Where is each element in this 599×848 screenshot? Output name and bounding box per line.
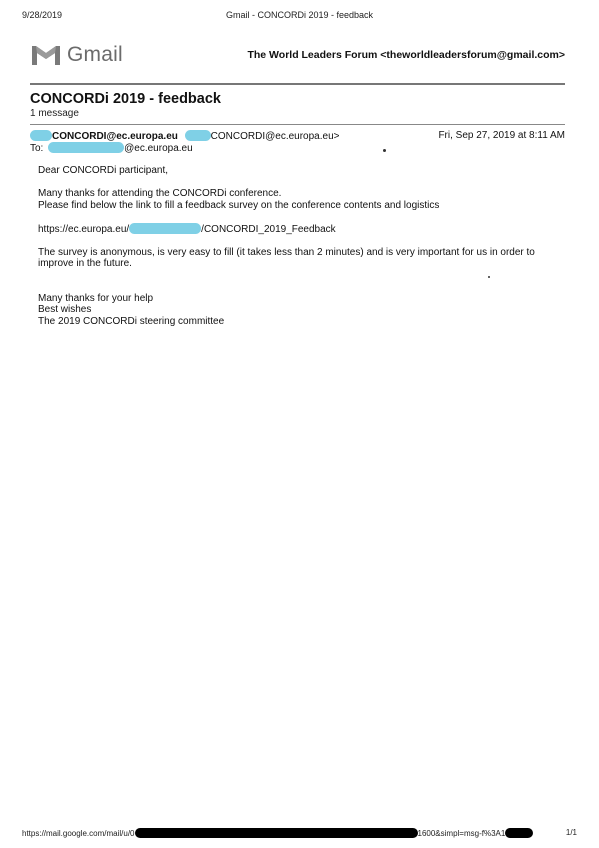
scan-speck	[383, 149, 386, 152]
signature: The 2019 CONCORDi steering committee	[38, 315, 225, 327]
recipient-email[interactable]: @ec.europa.eu	[124, 143, 193, 154]
print-title: Gmail - CONCORDi 2019 - feedback	[225, 10, 374, 20]
sender-name[interactable]: CONCORDI@ec.europa.eu	[52, 131, 178, 142]
link-suffix[interactable]: /CONCORDI_2019_Feedback	[201, 223, 336, 235]
message-count: 1 message	[30, 108, 79, 119]
redaction-mark	[129, 223, 201, 234]
message-header	[30, 130, 565, 154]
survey-intro-line: Please find below the link to fill a feedback survey on the conference contents and logistics	[38, 199, 440, 211]
from-line	[30, 130, 565, 142]
to-line	[30, 142, 565, 154]
gmail-wordmark: Gmail	[67, 43, 123, 66]
page-number: 1/1	[565, 828, 577, 837]
print-date: 9/28/2019	[22, 10, 63, 20]
redaction-mark	[505, 828, 533, 838]
thanks-attend-line: Many thanks for attending the CONCORDi conference.	[38, 188, 282, 199]
closing-thanks: Many thanks for your help	[38, 292, 154, 304]
redaction-mark	[185, 130, 211, 141]
sender-email[interactable]: CONCORDI@ec.europa.eu>	[210, 131, 340, 142]
footer-url	[22, 828, 533, 838]
message-divider	[30, 124, 565, 125]
greeting: Dear CONCORDi participant,	[38, 165, 169, 176]
thread-subject: CONCORDi 2019 - feedback	[30, 91, 221, 107]
to-label: To:	[30, 143, 44, 154]
survey-info-line-2: improve in the future.	[38, 258, 132, 269]
redaction-mark	[30, 130, 52, 141]
survey-link[interactable]	[38, 223, 558, 236]
closing-wishes: Best wishes	[38, 304, 92, 315]
message-date: Fri, Sep 27, 2019 at 8:11 AM	[438, 130, 565, 141]
scan-speck	[488, 276, 490, 278]
gmail-logo[interactable]	[30, 43, 123, 67]
footer-url-prefix: https://mail.google.com/mail/u/0	[22, 829, 135, 838]
print-header	[22, 10, 577, 22]
survey-info-line: The survey is anonymous, is very easy to fill (it takes less than 2 minutes) and is very important for us in order to	[38, 246, 535, 258]
gmail-m-icon	[30, 43, 62, 67]
footer-url-suffix: 1600&simpl=msg-f%3A1	[417, 829, 506, 838]
redaction-mark	[135, 828, 418, 838]
message-body	[38, 165, 558, 327]
print-footer	[22, 828, 577, 840]
redaction-mark	[48, 142, 124, 153]
header-divider	[30, 83, 565, 85]
account-address: The World Leaders Forum <theworldleadersforum@gmail.com>	[247, 49, 565, 61]
link-prefix[interactable]: https://ec.europa.eu/	[38, 223, 130, 235]
